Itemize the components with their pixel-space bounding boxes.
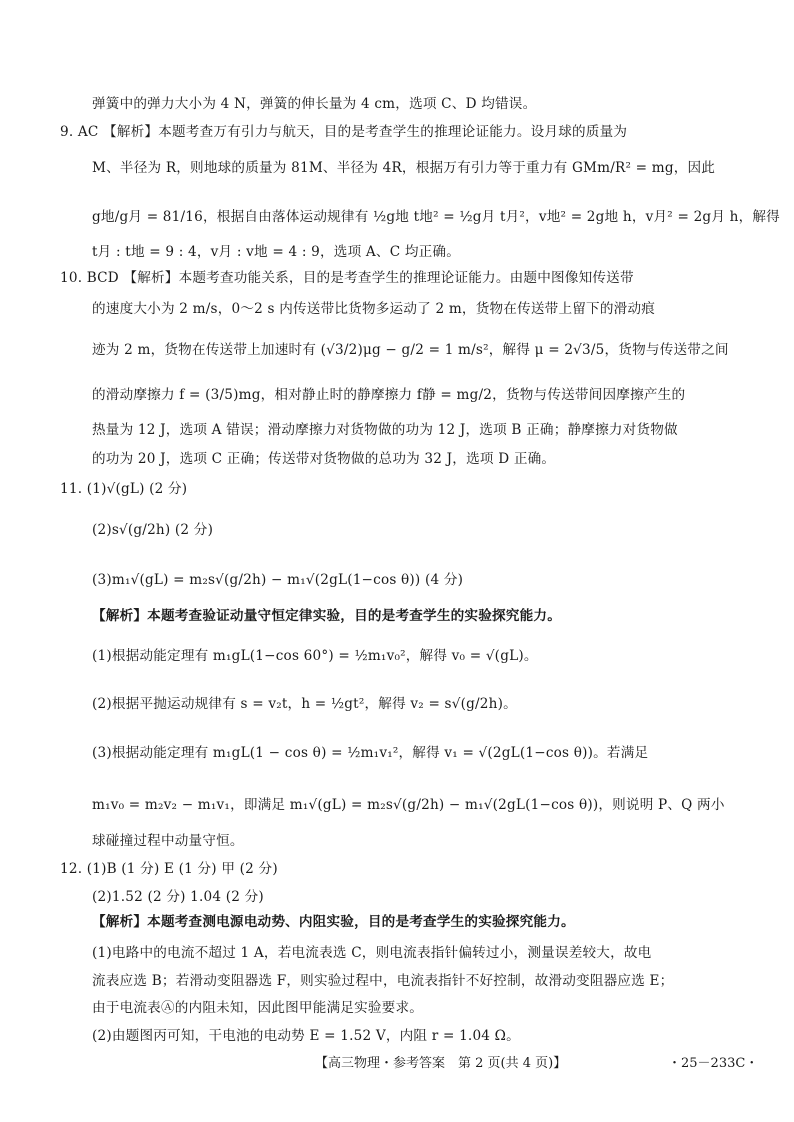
text-line: t月 : t地 = 9 : 4，v月 : v地 = 4 : 9，选项 A、C 均正确。 <box>92 244 461 260</box>
text-line: (3)根据动能定理有 m₁gL(1 − cos θ) = ½m₁v₁²，解得 v₁ = √(2gL(1−cos θ))。若满足 <box>92 745 649 761</box>
text-line: 弹簧中的弹力大小为 4 N，弹簧的伸长量为 4 cm，选项 C、D 均错误。 <box>92 96 537 112</box>
text-line: 的功为 20 J，选项 C 正确；传送带对货物做的总功为 32 J，选项 D 正确。 <box>92 451 556 467</box>
text-line: 的滑动摩擦力 f = (3/5)mg，相对静止时的静摩擦力 f静 = mg/2，货物与传送带间因摩擦产生的 <box>92 387 686 403</box>
page-footer <box>0 1052 794 1076</box>
text-line: 由于电流表Ⓐ的内阻未知，因此图甲能满足实验要求。 <box>92 1000 424 1016</box>
text-line: (2)s√(g/2h) (2 分) <box>92 522 214 538</box>
text-line: 流表应选 B；若滑动变阻器选 F，则实验过程中，电流表指针不好控制，故滑动变阻器应选 E； <box>92 973 674 989</box>
text-line: 热量为 12 J，选项 A 错误；滑动摩擦力对货物做的功为 12 J，选项 B 正确；静摩擦力对货物做 <box>92 422 678 438</box>
text-line: 迹为 2 m，货物在传送带上加速时有 (√3/2)μg − g/2 = 1 m/s²，解得 μ = 2√3/5，货物与传送带之间 <box>92 342 729 358</box>
footer-page-label: 【高三物理・参考答案 第 2 页(共 4 页)】 <box>315 1056 567 1071</box>
footer-code: ・25－233C・ <box>668 1056 759 1071</box>
text-line: M、半径为 R，则地球的质量为 81M、半径为 4R，根据万有引力等于重力有 GMm/R² = mg，因此 <box>92 160 716 176</box>
text-line: 的速度大小为 2 m/s，0～2 s 内传送带比货物多运动了 2 m，货物在传送带上留下的滑动痕 <box>92 301 656 317</box>
text-line: 球碰撞过程中动量守恒。 <box>92 833 244 849</box>
text-line: (1)根据动能定理有 m₁gL(1−cos 60°) = ½m₁v₀²，解得 v₀ = √(gL)。 <box>92 648 538 664</box>
text-line: (3)m₁√(gL) = m₂s√(g/2h) − m₁√(2gL(1−cos θ)) (4 分) <box>92 572 464 588</box>
text-line: m₁v₀ = m₂v₂ − m₁v₁，即满足 m₁√(gL) = m₂s√(g/2h) − m₁√(2gL(1−cos θ))，则说明 P、Q 两小 <box>92 797 725 813</box>
text-line: g地/g月 = 81/16，根据自由落体运动规律有 ½g地 t地² = ½g月 t月²，v地² = 2g地 h，v月² = 2g月 h，解得 <box>92 209 780 225</box>
text-line: 11. (1)√(gL) (2 分) <box>60 481 188 497</box>
text-line: (1)电路中的电流不超过 1 A，若电流表选 C，则电流表指针偏转过小，测量误差较大，故电 <box>92 945 652 961</box>
text-line: 10. BCD 【解析】本题考查功能关系，目的是考查学生的推理论证能力。由题中图像知传送带 <box>60 270 634 286</box>
text-line: (2)根据平抛运动规律有 s = v₂t，h = ½gt²，解得 v₂ = s√(g/2h)。 <box>92 696 517 712</box>
text-line: (2)由题图丙可知，干电池的电动势 E = 1.52 V，内阻 r = 1.04 Ω。 <box>92 1028 520 1044</box>
text-line: 12. (1)B (1 分) E (1 分) 甲 (2 分) <box>60 861 278 877</box>
text-line: 9. AC 【解析】本题考查万有引力与航天，目的是考查学生的推理论证能力。设月球的质量为 <box>60 124 628 140</box>
section-heading: 【解析】本题考查测电源电动势、内阻实验，目的是考查学生的实验探究能力。 <box>92 914 575 930</box>
text-line: (2)1.52 (2 分) 1.04 (2 分) <box>92 889 264 905</box>
section-heading: 【解析】本题考查验证动量守恒定律实验，目的是考查学生的实验探究能力。 <box>92 608 561 624</box>
